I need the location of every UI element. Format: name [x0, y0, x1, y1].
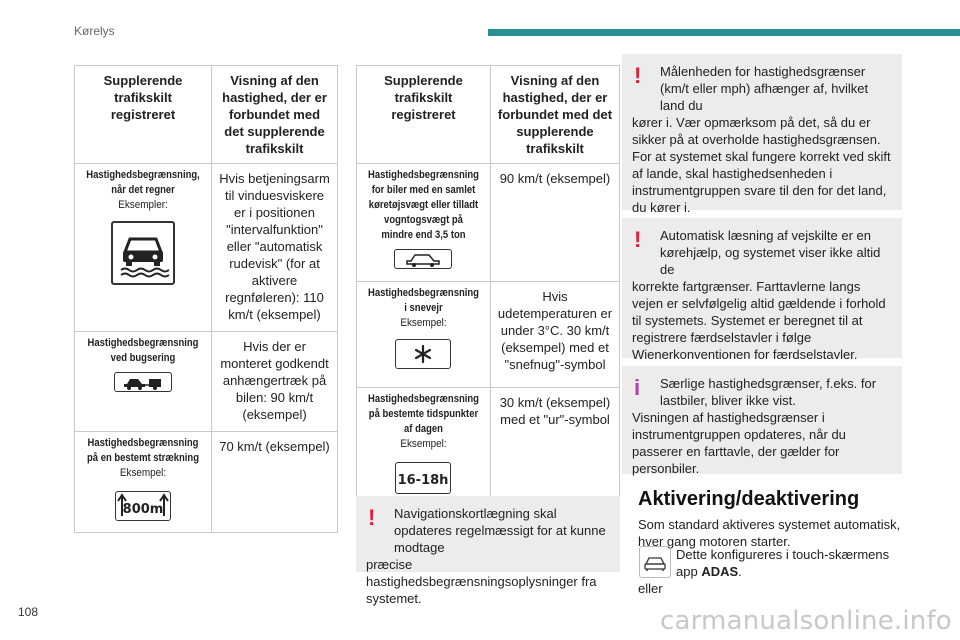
snowflake-icon — [395, 339, 451, 369]
note-first-line: Målenheden for hastighedsgrænser (km/t eller mph) afhænger af, hvilket land du — [660, 64, 869, 113]
distance-sign-icon — [115, 491, 171, 521]
column-header-sign: Supplerende trafikskilt registreret — [357, 66, 491, 164]
table-row — [357, 164, 620, 282]
sign-title: Hastighedsbegrænsning på en bestemt strækning — [87, 437, 199, 464]
sign-subtitle: Eksempler: — [118, 199, 168, 211]
header-title: Kørelys — [74, 24, 115, 38]
note-automatic-reading — [622, 218, 902, 362]
sign-cell — [75, 332, 212, 432]
note-navigation-update — [356, 496, 620, 606]
display-cell: Hvis der er monteret godkendt anhængertræk på bilen: 90 km/t (eksempel) — [212, 332, 338, 432]
signs-table-left — [74, 65, 338, 533]
sign-title: Hastighedsbegrænsning i snevejr — [368, 287, 479, 314]
sign-cell — [357, 282, 491, 388]
warning-icon: ! — [368, 505, 376, 530]
note-first-line: Særlige hastighedsgrænser, f.eks. for lastbiler, bliver ikke vist. — [660, 376, 877, 408]
display-cell: 30 km/t (eksempel) med et "ur"-symbol — [490, 388, 619, 506]
section-intro: Som standard aktiveres systemet automatisk, hver gang motoren starter. — [638, 517, 901, 549]
table-row — [75, 432, 338, 533]
note-text: kører i. Vær opmærksom på det, så du er sikker på at overholde hastighedsgrænsen. For at systemet skal fungere korrekt ved skift af lande, skal hastighedsenheden i instrumentgruppen svare til den for det land, du kører i. — [632, 115, 891, 215]
note-text: Visningen af hastighedsgrænser i instrumentgruppen opdateres, når du passerer en farttavle, der gælder for personbiler. — [632, 410, 846, 476]
display-cell: Hvis betjeningsarm til vinduesviskere er i positionen "intervalfunktion" eller "automatisk rudevisk" (for at aktivere regnføleren): 110 km/t (eksempel) — [212, 164, 338, 332]
header-accent-bar — [488, 29, 960, 36]
sign-title: Hastighedsbegrænsning ved bugsering — [87, 337, 199, 364]
watermark: carmanualsonline.info — [660, 606, 952, 636]
table-row — [75, 332, 338, 432]
config-prefix: Dette konfigureres i touch-skærmens app — [676, 547, 890, 579]
signs-table-right — [356, 65, 620, 506]
display-cell: 90 km/t (eksempel) — [490, 164, 619, 282]
config-text — [676, 546, 906, 580]
warning-icon: ! — [634, 63, 642, 88]
display-cell: Hvis udetemperaturen er under 3°C. 30 km/t (eksempel) med et "snefnug"-symbol — [490, 282, 619, 388]
sign-title: Hastighedsbegrænsning for biler med en samlet køretøjsvægt eller tilladt vogntogsvægt på mindre end 3,5 ton — [368, 169, 479, 241]
car-adas-icon — [639, 546, 671, 578]
sign-subtitle: Eksempel: — [119, 467, 167, 479]
page-number: 108 — [18, 605, 39, 619]
sign-title: Hastighedsbegrænsning på bestemte tidspunkter af dagen — [368, 393, 479, 435]
table-row — [357, 282, 620, 388]
note-text: korrekte fartgrænser. Farttavlerne langs vejen er selvfølgelig altid gældende i forhold til systemets. Systemet er beregnet til at registrere færdselstavler i følge Wienerkonventionen for færdselstavler. — [632, 279, 886, 362]
config-suffix: . — [738, 564, 742, 579]
sign-subtitle: Eksempel: — [400, 317, 447, 329]
table-row — [75, 164, 338, 332]
section-title: Aktivering/deaktivering — [638, 488, 860, 510]
note-speed-units — [622, 54, 902, 215]
car-on-wet-road-icon — [111, 221, 175, 285]
display-cell: 70 km/t (eksempel) — [212, 432, 338, 533]
sign-distance-text: 800m — [122, 502, 164, 517]
car-with-trailer-icon — [114, 372, 172, 392]
sign-time-text: 16-18h — [398, 473, 449, 488]
table-header-row — [357, 66, 620, 164]
time-range-sign-icon — [395, 462, 451, 494]
sign-subtitle: Eksempel: — [400, 438, 447, 450]
config-app-name: ADAS — [701, 564, 739, 579]
note-first-line: Automatisk læsning af vejskilte er en kørehjælp, og systemet viser ikke altid de — [660, 228, 881, 277]
sign-title: Hastighedsbegrænsning, når det regner — [86, 169, 200, 196]
column-header-display: Visning af den hastighed, der er forbundet med det supplerende trafikskilt — [490, 66, 619, 164]
table-row — [357, 388, 620, 506]
column-header-sign: Supplerende trafikskilt registreret — [75, 66, 212, 164]
column-header-display: Visning af den hastighed, der er forbundet med det supplerende trafikskilt — [212, 66, 338, 164]
or-text: eller — [638, 581, 663, 596]
table-header-row — [75, 66, 338, 164]
warning-icon: ! — [634, 227, 642, 252]
sign-cell — [75, 432, 212, 533]
sign-cell — [357, 164, 491, 282]
info-icon: i — [634, 375, 641, 400]
note-special-limits — [622, 366, 902, 474]
note-text: præcise hastighedsbegrænsningsoplysninger fra systemet. — [366, 557, 597, 606]
sign-cell — [75, 164, 212, 332]
sign-cell — [357, 388, 491, 506]
note-first-line: Navigationskortlægning skal opdateres regelmæssigt for at kunne modtage — [394, 506, 606, 555]
car-icon — [394, 249, 452, 269]
